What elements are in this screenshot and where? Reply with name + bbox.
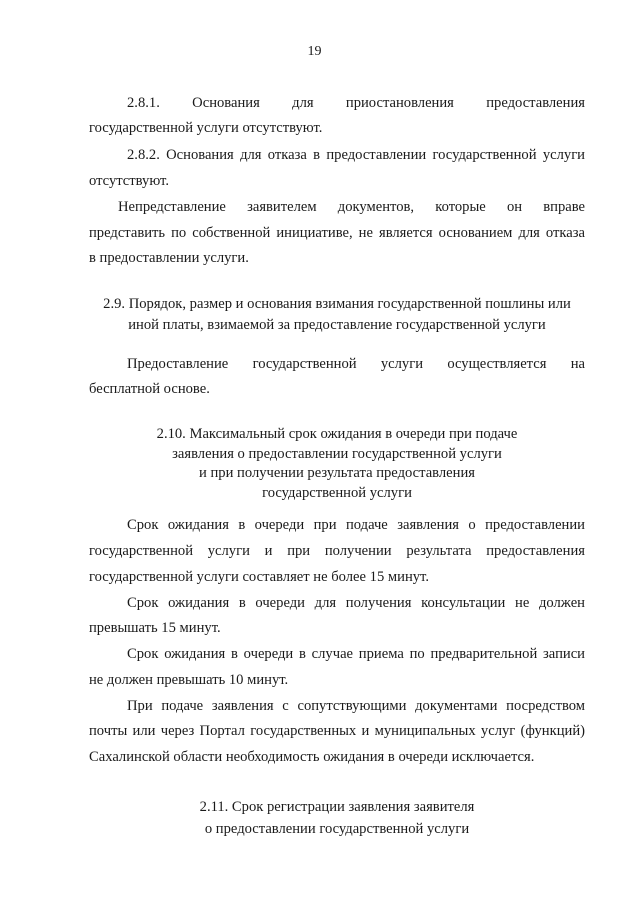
paragraph-2-10-b-line-1: Срок ожидания в очереди для получения консультации не должен bbox=[127, 595, 585, 611]
heading-2-9-line-1: 2.9. Порядок, размер и основания взимания государственной пошлины или bbox=[103, 296, 571, 312]
paragraph-2-10-c-line-2: не должен превышать 10 минут. bbox=[89, 672, 289, 688]
heading-2-9-line-2: иной платы, взимаемой за предоставление государственной услуги bbox=[128, 317, 546, 333]
paragraph-2-10-d-line-3: Сахалинской области необходимость ожидания в очереди исключается. bbox=[89, 749, 535, 765]
paragraph-nonsubmission-line-2: представить по собственной инициативе, не является основанием для отказа bbox=[89, 225, 585, 241]
paragraph-2-10-a-line-2: государственной услуги и при получении результата предоставления bbox=[89, 543, 585, 559]
heading-2-10-line-4: государственной услуги bbox=[262, 485, 412, 501]
heading-2-10-line-1: 2.10. Максимальный срок ожидания в очереди при подаче bbox=[156, 426, 518, 442]
heading-2-10-line-3: и при получении результата предоставления bbox=[199, 465, 475, 481]
page-number: 19 bbox=[307, 44, 322, 59]
paragraph-2-9-line-1: Предоставление государственной услуги осуществляется на bbox=[127, 356, 585, 372]
paragraph-2-10-a-line-3: государственной услуги составляет не более 15 минут. bbox=[89, 569, 429, 585]
heading-2-10-line-2: заявления о предоставлении государственной услуги bbox=[172, 446, 502, 462]
paragraph-2-9-line-2: бесплатной основе. bbox=[89, 381, 210, 397]
paragraph-nonsubmission-line-1: Непредставление заявителем документов, которые он вправе bbox=[118, 199, 585, 215]
heading-2-11-line-1: 2.11. Срок регистрации заявления заявителя bbox=[199, 799, 475, 815]
paragraph-2-8-1-line-1: 2.8.1. Основания для приостановления предоставления bbox=[127, 95, 585, 111]
paragraph-2-10-a-line-1: Срок ожидания в очереди при подаче заявления о предоставлении bbox=[127, 517, 585, 533]
paragraph-2-8-2-line-2: отсутствуют. bbox=[89, 173, 169, 189]
paragraph-2-10-d-line-1: При подаче заявления с сопутствующими документами посредством bbox=[127, 698, 585, 714]
paragraph-2-8-2-line-1: 2.8.2. Основания для отказа в предоставлении государственной услуги bbox=[127, 147, 585, 163]
paragraph-nonsubmission-line-3: в предоставлении услуги. bbox=[89, 250, 249, 266]
heading-2-11-line-2: о предоставлении государственной услуги bbox=[204, 821, 470, 837]
paragraph-2-10-c-line-1: Срок ожидания в очереди в случае приема по предварительной записи bbox=[127, 646, 585, 662]
paragraph-2-8-1-line-2: государственной услуги отсутствуют. bbox=[89, 120, 323, 136]
paragraph-2-10-d-line-2: почты или через Портал государственных и муниципальных услуг (функций) bbox=[89, 723, 585, 739]
paragraph-2-10-b-line-2: превышать 15 минут. bbox=[89, 620, 221, 636]
